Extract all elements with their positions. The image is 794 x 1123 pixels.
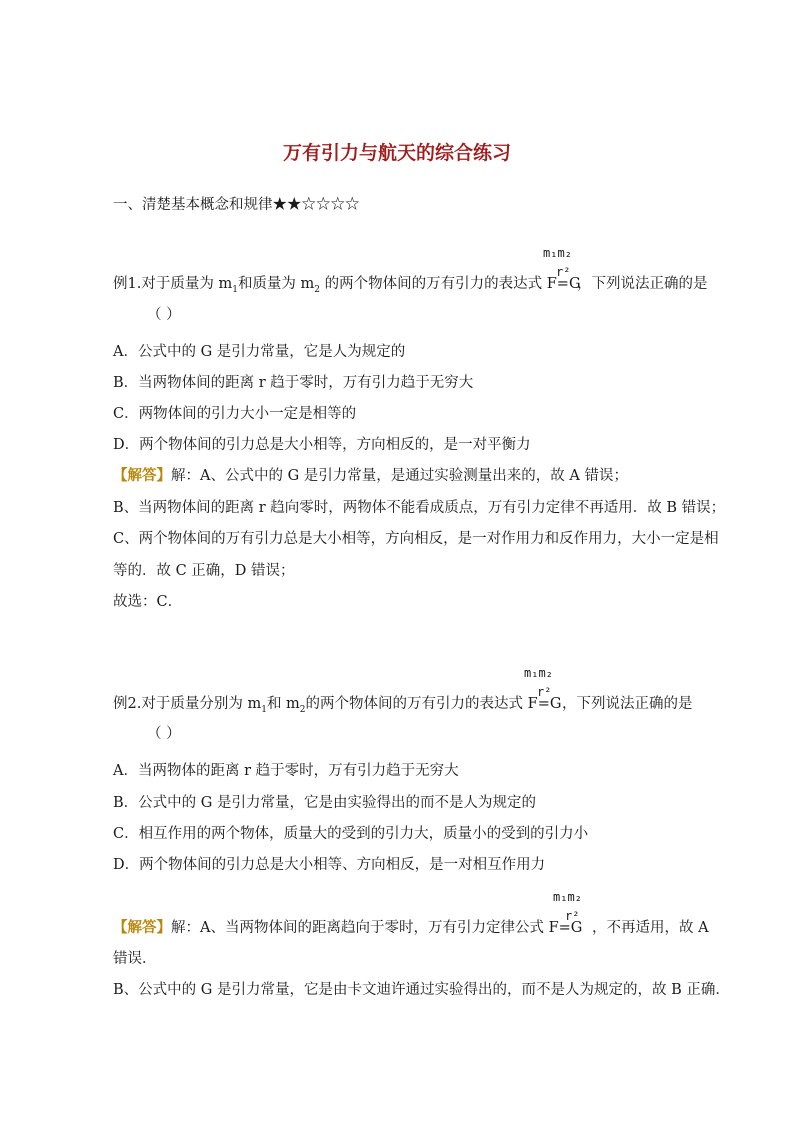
ex2-answer-line-3: B、公式中的 G 是引力常量，它是由卡文迪许通过实验得出的，而不是人为规定的，故 B 正确． [113, 982, 730, 998]
ex1-option-c: C．两物体间的引力大小一定是相等的 [113, 406, 357, 422]
ex1-answer-line-4: 等的．故 C 正确，D 错误； [113, 563, 295, 579]
ex1-answer-line-2: B、当两物体间的距离 r 趋向零时，两物体不能看成质点，万有引力定律不再适用．故 B 错误； [113, 500, 726, 516]
ex2-answer-line-2: 错误． [113, 951, 157, 967]
ex1-fraction-denominator: r² [556, 265, 571, 279]
ex1-fraction-numerator: m₁m₂ [543, 246, 572, 260]
ex2-option-a: A．当两物体的距离 r 趋于零时，万有引力趋于无穷大 [113, 763, 459, 779]
ex2-answer-fraction-numerator: m₁m₂ [553, 890, 582, 904]
ex2-fraction-denominator: r² [537, 685, 552, 699]
ex1-answer-line-1: 【解答】解：A、公式中的 G 是引力常量，是通过实验测量出来的，故 A 错误； [113, 467, 628, 484]
ex2-fraction-numerator: m₁m₂ [524, 666, 553, 680]
ex2-answer-line-1-tail: ，不再适用，故 A [592, 920, 709, 936]
ex1-answer-line-5: 故选：C． [113, 594, 183, 610]
ex1-answer-line-3: C、两个物体间的万有引力总是大小相等，方向相反，是一对作用力和反作用力，大小一定是相 [113, 531, 719, 547]
ex1-option-d: D．两个物体间的引力总是大小相等，方向相反的，是一对平衡力 [113, 437, 531, 453]
ex1-option-b: B．当两物体间的距离 r 趋于零时，万有引力趋于无穷大 [113, 375, 474, 391]
ex1-option-a: A．公式中的 G 是引力常量，它是人为规定的 [113, 344, 406, 360]
ex2-answer-fraction-denominator: r² [565, 909, 580, 923]
ex1-answer-blank: （ ） [147, 307, 181, 323]
ex2-option-c: C．相互作用的两个物体，质量大的受到的引力大，质量小的受到的引力小 [113, 826, 589, 842]
ex2-answer-tag: 【解答】 [113, 919, 171, 936]
page-title: 万有引力与航天的综合练习 [282, 142, 511, 164]
ex2-stem-tail: ，下列说法正确的是 [562, 696, 693, 712]
ex1-stem-tail: ，下列说法正确的是 [577, 276, 708, 292]
section-heading: 一、清楚基本概念和规律★★☆☆☆☆ [113, 197, 360, 213]
ex1-stem: 例1.对于质量为 $m_1$和质量为 $m_2$ 的两个物体间的万有引力的表达式 F=G [113, 276, 581, 295]
ex2-option-d: D．两个物体间的引力总是大小相等、方向相反，是一对相互作用力 [113, 857, 546, 873]
ex2-answer-line-1: 【解答】解：A、当两物体间的距离趋向于零时，万有引力定律公式 F=G [113, 919, 583, 936]
ex2-option-b: B．公式中的 G 是引力常量，它是由实验得出的而不是人为规定的 [113, 795, 536, 811]
ex2-stem: 例2.对于质量分别为 $m_1$和 $m_2$的两个物体间的万有引力的表达式 F=G [113, 696, 562, 715]
ex2-answer-blank: （ ） [147, 726, 181, 742]
ex1-answer-tag: 【解答】 [113, 467, 171, 484]
